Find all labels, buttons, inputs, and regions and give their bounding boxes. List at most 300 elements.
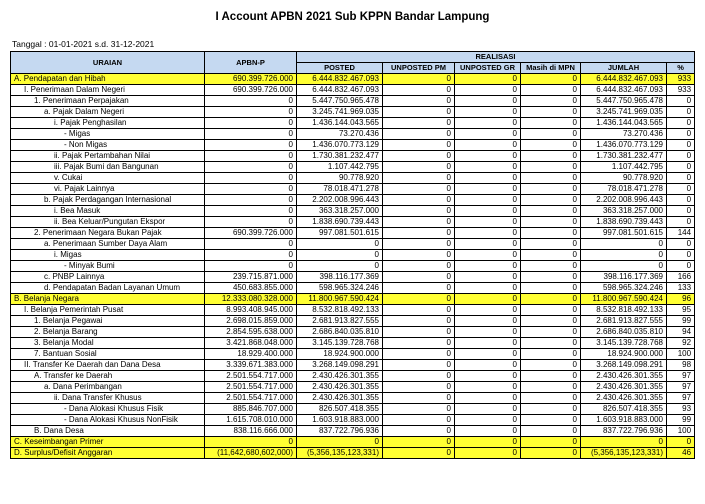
cell-unposted-pm: 0: [383, 272, 455, 283]
cell-apbn: 0: [205, 129, 297, 140]
cell-uraian: I. Belanja Pemerintah Pusat: [11, 305, 205, 316]
table-row: [11, 151, 695, 162]
table-row: [11, 250, 695, 261]
cell-posted: 2.430.426.301.355: [297, 371, 383, 382]
cell-pct: 0: [667, 437, 695, 448]
cell-posted: 0: [297, 250, 383, 261]
cell-unposted-pm: 0: [383, 426, 455, 437]
cell-uraian: - Non Migas: [11, 140, 205, 151]
cell-uraian: I. Penerimaan Dalam Negeri: [11, 85, 205, 96]
report-title: I Account APBN 2021 Sub KPPN Bandar Lampung: [215, 11, 490, 23]
cell-unposted-pm: 0: [383, 129, 455, 140]
cell-pct: 933: [667, 74, 695, 85]
cell-jumlah: 1.107.442.795: [581, 162, 667, 173]
cell-masih-mpn: 0: [521, 448, 581, 459]
table-row: [11, 184, 695, 195]
cell-unposted-pm: 0: [383, 118, 455, 129]
cell-pct: 0: [667, 195, 695, 206]
cell-jumlah: 11.800.967.590.424: [581, 294, 667, 305]
header-posted: POSTED: [297, 63, 383, 74]
cell-unposted-gr: 0: [455, 162, 521, 173]
cell-pct: 97: [667, 393, 695, 404]
cell-masih-mpn: 0: [521, 74, 581, 85]
cell-masih-mpn: 0: [521, 151, 581, 162]
cell-pct: 97: [667, 382, 695, 393]
cell-unposted-gr: 0: [455, 327, 521, 338]
cell-apbn: 0: [205, 184, 297, 195]
cell-jumlah: 6.444.832.467.093: [581, 74, 667, 85]
cell-unposted-pm: 0: [383, 162, 455, 173]
cell-apbn: 0: [205, 195, 297, 206]
cell-uraian: a. Pajak Dalam Negeri: [11, 107, 205, 118]
cell-masih-mpn: 0: [521, 206, 581, 217]
cell-apbn: 690.399.726.000: [205, 74, 297, 85]
cell-pct: 0: [667, 129, 695, 140]
cell-masih-mpn: 0: [521, 195, 581, 206]
cell-posted: 3.245.741.969.035: [297, 107, 383, 118]
cell-posted: 1.603.918.883.000: [297, 415, 383, 426]
table-row: [11, 206, 695, 217]
cell-unposted-pm: 0: [383, 184, 455, 195]
cell-jumlah: 78.018.471.278: [581, 184, 667, 195]
cell-unposted-gr: 0: [455, 217, 521, 228]
cell-masih-mpn: 0: [521, 371, 581, 382]
cell-jumlah: 18.924.900.000: [581, 349, 667, 360]
cell-unposted-gr: 0: [455, 151, 521, 162]
cell-posted: 1.730.381.232.477: [297, 151, 383, 162]
cell-unposted-gr: 0: [455, 360, 521, 371]
cell-uraian: 2. Belanja Barang: [11, 327, 205, 338]
cell-apbn: 690.399.726.000: [205, 228, 297, 239]
cell-apbn: 0: [205, 151, 297, 162]
cell-pct: 93: [667, 404, 695, 415]
cell-masih-mpn: 0: [521, 129, 581, 140]
cell-unposted-pm: 0: [383, 393, 455, 404]
cell-pct: 0: [667, 96, 695, 107]
table-row: [11, 74, 695, 85]
cell-masih-mpn: 0: [521, 360, 581, 371]
cell-posted: 6.444.832.467.093: [297, 74, 383, 85]
cell-posted: 6.444.832.467.093: [297, 85, 383, 96]
cell-apbn: (11,642,680,602,000): [205, 448, 297, 459]
cell-posted: 0: [297, 261, 383, 272]
date-range: Tanggal : 01-01-2021 s.d. 31-12-2021: [12, 39, 155, 49]
cell-posted: 1.838.690.739.443: [297, 217, 383, 228]
cell-masih-mpn: 0: [521, 404, 581, 415]
cell-pct: 0: [667, 206, 695, 217]
header-jumlah: JUMLAH: [581, 63, 667, 74]
cell-apbn: 2.501.554.717.000: [205, 371, 297, 382]
cell-pct: 133: [667, 283, 695, 294]
cell-unposted-pm: 0: [383, 338, 455, 349]
cell-uraian: 3. Belanja Modal: [11, 338, 205, 349]
cell-unposted-pm: 0: [383, 294, 455, 305]
cell-apbn: 450.683.855.000: [205, 283, 297, 294]
cell-unposted-pm: 0: [383, 74, 455, 85]
table-row: [11, 96, 695, 107]
table-row: [11, 448, 695, 459]
cell-unposted-gr: 0: [455, 107, 521, 118]
cell-uraian: - Dana Alokasi Khusus NonFisik: [11, 415, 205, 426]
cell-unposted-gr: 0: [455, 371, 521, 382]
cell-uraian: ii. Pajak Pertambahan Nilai: [11, 151, 205, 162]
cell-unposted-gr: 0: [455, 228, 521, 239]
cell-masih-mpn: 0: [521, 338, 581, 349]
cell-masih-mpn: 0: [521, 437, 581, 448]
cell-unposted-pm: 0: [383, 448, 455, 459]
cell-unposted-pm: 0: [383, 316, 455, 327]
cell-apbn: 0: [205, 96, 297, 107]
table-row: [11, 283, 695, 294]
cell-pct: 94: [667, 327, 695, 338]
cell-apbn: 3.421.868.048.000: [205, 338, 297, 349]
cell-unposted-gr: 0: [455, 195, 521, 206]
cell-apbn: 0: [205, 250, 297, 261]
cell-uraian: vi. Pajak Lainnya: [11, 184, 205, 195]
cell-jumlah: 8.532.818.492.133: [581, 305, 667, 316]
cell-uraian: A. Transfer ke Daerah: [11, 371, 205, 382]
header-unposted-gr: UNPOSTED GR: [455, 63, 521, 74]
cell-jumlah: 398.116.177.369: [581, 272, 667, 283]
table-row: [11, 404, 695, 415]
cell-apbn: 0: [205, 107, 297, 118]
cell-posted: 2.430.426.301.355: [297, 382, 383, 393]
cell-apbn: 0: [205, 437, 297, 448]
cell-apbn: 239.715.871.000: [205, 272, 297, 283]
cell-masih-mpn: 0: [521, 85, 581, 96]
cell-unposted-gr: 0: [455, 426, 521, 437]
cell-apbn: 0: [205, 173, 297, 184]
cell-jumlah: 1.436.070.773.129: [581, 140, 667, 151]
table-row: [11, 305, 695, 316]
cell-posted: 398.116.177.369: [297, 272, 383, 283]
cell-apbn: 2.698.015.859.000: [205, 316, 297, 327]
table-row: [11, 140, 695, 151]
cell-jumlah: 0: [581, 239, 667, 250]
cell-unposted-gr: 0: [455, 305, 521, 316]
cell-uraian: - Dana Alokasi Khusus Fisik: [11, 404, 205, 415]
table-row: [11, 162, 695, 173]
cell-unposted-gr: 0: [455, 250, 521, 261]
cell-unposted-pm: 0: [383, 239, 455, 250]
cell-posted: 0: [297, 437, 383, 448]
cell-pct: 0: [667, 184, 695, 195]
cell-apbn: 0: [205, 140, 297, 151]
cell-masih-mpn: 0: [521, 305, 581, 316]
cell-jumlah: 1.603.918.883.000: [581, 415, 667, 426]
cell-masih-mpn: 0: [521, 382, 581, 393]
table-row: [11, 272, 695, 283]
cell-jumlah: 0: [581, 261, 667, 272]
cell-masih-mpn: 0: [521, 118, 581, 129]
account-table: [10, 51, 695, 459]
cell-uraian: ii. Dana Transfer Khusus: [11, 393, 205, 404]
cell-unposted-pm: 0: [383, 404, 455, 415]
cell-pct: 933: [667, 85, 695, 96]
cell-unposted-gr: 0: [455, 382, 521, 393]
cell-posted: 1.107.442.795: [297, 162, 383, 173]
cell-masih-mpn: 0: [521, 96, 581, 107]
cell-posted: 2.202.008.996.443: [297, 195, 383, 206]
cell-unposted-gr: 0: [455, 338, 521, 349]
cell-masih-mpn: 0: [521, 426, 581, 437]
cell-jumlah: 2.681.913.827.555: [581, 316, 667, 327]
cell-masih-mpn: 0: [521, 228, 581, 239]
cell-jumlah: 598.965.324.246: [581, 283, 667, 294]
cell-apbn: 0: [205, 261, 297, 272]
cell-jumlah: 73.270.436: [581, 129, 667, 140]
cell-pct: 0: [667, 162, 695, 173]
cell-unposted-gr: 0: [455, 96, 521, 107]
cell-masih-mpn: 0: [521, 239, 581, 250]
cell-posted: 2.686.840.035.810: [297, 327, 383, 338]
cell-jumlah: 0: [581, 437, 667, 448]
cell-jumlah: 2.430.426.301.355: [581, 393, 667, 404]
cell-unposted-pm: 0: [383, 382, 455, 393]
cell-apbn: 0: [205, 118, 297, 129]
cell-unposted-gr: 0: [455, 272, 521, 283]
table-body: [11, 74, 695, 459]
cell-posted: 1.436.144.043.565: [297, 118, 383, 129]
cell-apbn: 12.333.080.328.000: [205, 294, 297, 305]
header-pct: %: [667, 63, 695, 74]
cell-masih-mpn: 0: [521, 107, 581, 118]
cell-uraian: A. Pendapatan dan Hibah: [11, 74, 205, 85]
cell-jumlah: 2.430.426.301.355: [581, 382, 667, 393]
cell-jumlah: 5.447.750.965.478: [581, 96, 667, 107]
cell-unposted-pm: 0: [383, 250, 455, 261]
header-apbn: APBN-P: [205, 52, 297, 74]
cell-pct: 0: [667, 173, 695, 184]
cell-unposted-pm: 0: [383, 305, 455, 316]
cell-unposted-gr: 0: [455, 294, 521, 305]
cell-jumlah: 837.722.796.936: [581, 426, 667, 437]
cell-masih-mpn: 0: [521, 173, 581, 184]
header-unposted-pm: UNPOSTED PM: [383, 63, 455, 74]
cell-apbn: 838.116.666.000: [205, 426, 297, 437]
cell-posted: 3.145.139.728.768: [297, 338, 383, 349]
cell-unposted-gr: 0: [455, 74, 521, 85]
cell-uraian: - Minyak Bumi: [11, 261, 205, 272]
cell-uraian: D. Surplus/Defisit Anggaran: [11, 448, 205, 459]
table-row: [11, 371, 695, 382]
cell-unposted-pm: 0: [383, 371, 455, 382]
cell-jumlah: 3.245.741.969.035: [581, 107, 667, 118]
cell-pct: 0: [667, 118, 695, 129]
cell-posted: 3.268.149.098.291: [297, 360, 383, 371]
cell-apbn: 0: [205, 206, 297, 217]
cell-masih-mpn: 0: [521, 162, 581, 173]
cell-apbn: 0: [205, 239, 297, 250]
cell-masih-mpn: 0: [521, 261, 581, 272]
cell-masih-mpn: 0: [521, 250, 581, 261]
cell-pct: 144: [667, 228, 695, 239]
cell-unposted-gr: 0: [455, 349, 521, 360]
cell-pct: 0: [667, 217, 695, 228]
cell-posted: 826.507.418.355: [297, 404, 383, 415]
cell-pct: 0: [667, 261, 695, 272]
cell-masih-mpn: 0: [521, 349, 581, 360]
table-row: [11, 426, 695, 437]
cell-jumlah: 2.430.426.301.355: [581, 371, 667, 382]
table-row: [11, 129, 695, 140]
cell-uraian: C. Keseimbangan Primer: [11, 437, 205, 448]
table-row: [11, 437, 695, 448]
cell-posted: 837.722.796.936: [297, 426, 383, 437]
cell-pct: 0: [667, 107, 695, 118]
cell-uraian: B. Dana Desa: [11, 426, 205, 437]
cell-pct: 0: [667, 151, 695, 162]
cell-masih-mpn: 0: [521, 415, 581, 426]
cell-jumlah: 1.838.690.739.443: [581, 217, 667, 228]
cell-uraian: i. Migas: [11, 250, 205, 261]
cell-pct: 96: [667, 294, 695, 305]
cell-apbn: 1.615.708.010.000: [205, 415, 297, 426]
cell-unposted-gr: 0: [455, 283, 521, 294]
cell-pct: 92: [667, 338, 695, 349]
table-row: [11, 415, 695, 426]
cell-jumlah: 826.507.418.355: [581, 404, 667, 415]
cell-masih-mpn: 0: [521, 184, 581, 195]
cell-jumlah: 6.444.832.467.093: [581, 85, 667, 96]
cell-masih-mpn: 0: [521, 294, 581, 305]
cell-apbn: 2.854.595.638.000: [205, 327, 297, 338]
cell-posted: 1.436.070.773.129: [297, 140, 383, 151]
cell-unposted-gr: 0: [455, 316, 521, 327]
cell-unposted-pm: 0: [383, 195, 455, 206]
cell-pct: 100: [667, 426, 695, 437]
cell-jumlah: (5,356,135,123,331): [581, 448, 667, 459]
cell-pct: 0: [667, 250, 695, 261]
cell-pct: 98: [667, 360, 695, 371]
cell-uraian: 7. Bantuan Sosial: [11, 349, 205, 360]
cell-pct: 99: [667, 415, 695, 426]
cell-pct: 97: [667, 371, 695, 382]
cell-pct: 100: [667, 349, 695, 360]
cell-masih-mpn: 0: [521, 393, 581, 404]
cell-posted: 2.681.913.827.555: [297, 316, 383, 327]
cell-uraian: i. Pajak Penghasilan: [11, 118, 205, 129]
header-realisasi: REALISASI: [297, 52, 695, 63]
cell-unposted-gr: 0: [455, 404, 521, 415]
cell-posted: 11.800.967.590.424: [297, 294, 383, 305]
cell-unposted-pm: 0: [383, 327, 455, 338]
cell-uraian: B. Belanja Negara: [11, 294, 205, 305]
cell-apbn: 18.929.400.000: [205, 349, 297, 360]
cell-posted: 18.924.900.000: [297, 349, 383, 360]
cell-posted: 8.532.818.492.133: [297, 305, 383, 316]
cell-pct: 0: [667, 140, 695, 151]
cell-unposted-pm: 0: [383, 85, 455, 96]
cell-unposted-gr: 0: [455, 393, 521, 404]
cell-unposted-pm: 0: [383, 107, 455, 118]
cell-unposted-gr: 0: [455, 129, 521, 140]
table-row: [11, 118, 695, 129]
cell-uraian: - Migas: [11, 129, 205, 140]
cell-unposted-gr: 0: [455, 206, 521, 217]
table-row: [11, 195, 695, 206]
cell-unposted-pm: 0: [383, 360, 455, 371]
cell-masih-mpn: 0: [521, 140, 581, 151]
cell-pct: 46: [667, 448, 695, 459]
cell-uraian: iii. Pajak Bumi dan Bangunan: [11, 162, 205, 173]
table-row: [11, 360, 695, 371]
cell-apbn: 8.993.408.945.000: [205, 305, 297, 316]
cell-posted: 90.778.920: [297, 173, 383, 184]
cell-pct: 99: [667, 316, 695, 327]
cell-jumlah: 997.081.501.615: [581, 228, 667, 239]
cell-unposted-gr: 0: [455, 140, 521, 151]
table-row: [11, 393, 695, 404]
cell-posted: 598.965.324.246: [297, 283, 383, 294]
cell-masih-mpn: 0: [521, 283, 581, 294]
cell-unposted-pm: 0: [383, 217, 455, 228]
cell-jumlah: 1.730.381.232.477: [581, 151, 667, 162]
cell-pct: 95: [667, 305, 695, 316]
cell-unposted-pm: 0: [383, 283, 455, 294]
table-row: [11, 382, 695, 393]
cell-unposted-gr: 0: [455, 173, 521, 184]
cell-unposted-pm: 0: [383, 261, 455, 272]
cell-uraian: 2. Penerimaan Negara Bukan Pajak: [11, 228, 205, 239]
cell-posted: 0: [297, 239, 383, 250]
cell-apbn: 0: [205, 162, 297, 173]
table-row: [11, 338, 695, 349]
cell-uraian: v. Cukai: [11, 173, 205, 184]
cell-jumlah: 3.268.149.098.291: [581, 360, 667, 371]
cell-apbn: 0: [205, 217, 297, 228]
table-row: [11, 85, 695, 96]
cell-uraian: d. Pendapatan Badan Layanan Umum: [11, 283, 205, 294]
table-row: [11, 173, 695, 184]
cell-jumlah: 90.778.920: [581, 173, 667, 184]
cell-posted: (5,356,135,123,331): [297, 448, 383, 459]
cell-uraian: i. Bea Masuk: [11, 206, 205, 217]
cell-masih-mpn: 0: [521, 272, 581, 283]
table-row: [11, 349, 695, 360]
cell-unposted-pm: 0: [383, 349, 455, 360]
cell-unposted-gr: 0: [455, 118, 521, 129]
table-row: [11, 316, 695, 327]
cell-unposted-pm: 0: [383, 173, 455, 184]
cell-posted: 997.081.501.615: [297, 228, 383, 239]
cell-uraian: a. Penerimaan Sumber Daya Alam: [11, 239, 205, 250]
cell-uraian: b. Pajak Perdagangan Internasional: [11, 195, 205, 206]
cell-uraian: II. Transfer Ke Daerah dan Dana Desa: [11, 360, 205, 371]
cell-uraian: 1. Penerimaan Perpajakan: [11, 96, 205, 107]
cell-uraian: ii. Bea Keluar/Pungutan Ekspor: [11, 217, 205, 228]
cell-unposted-pm: 0: [383, 151, 455, 162]
header-uraian: URAIAN: [11, 52, 205, 74]
cell-unposted-pm: 0: [383, 228, 455, 239]
cell-uraian: 1. Belanja Pegawai: [11, 316, 205, 327]
cell-posted: 5.447.750.965.478: [297, 96, 383, 107]
table-row: [11, 228, 695, 239]
table-row: [11, 294, 695, 305]
cell-unposted-gr: 0: [455, 448, 521, 459]
cell-jumlah: 2.686.840.035.810: [581, 327, 667, 338]
cell-unposted-pm: 0: [383, 415, 455, 426]
cell-posted: 363.318.257.000: [297, 206, 383, 217]
table-row: [11, 217, 695, 228]
cell-unposted-pm: 0: [383, 206, 455, 217]
cell-unposted-pm: 0: [383, 96, 455, 107]
cell-unposted-gr: 0: [455, 261, 521, 272]
header-masih-mpn: Masih di MPN: [521, 63, 581, 74]
cell-uraian: a. Dana Perimbangan: [11, 382, 205, 393]
cell-unposted-gr: 0: [455, 415, 521, 426]
cell-jumlah: 0: [581, 250, 667, 261]
